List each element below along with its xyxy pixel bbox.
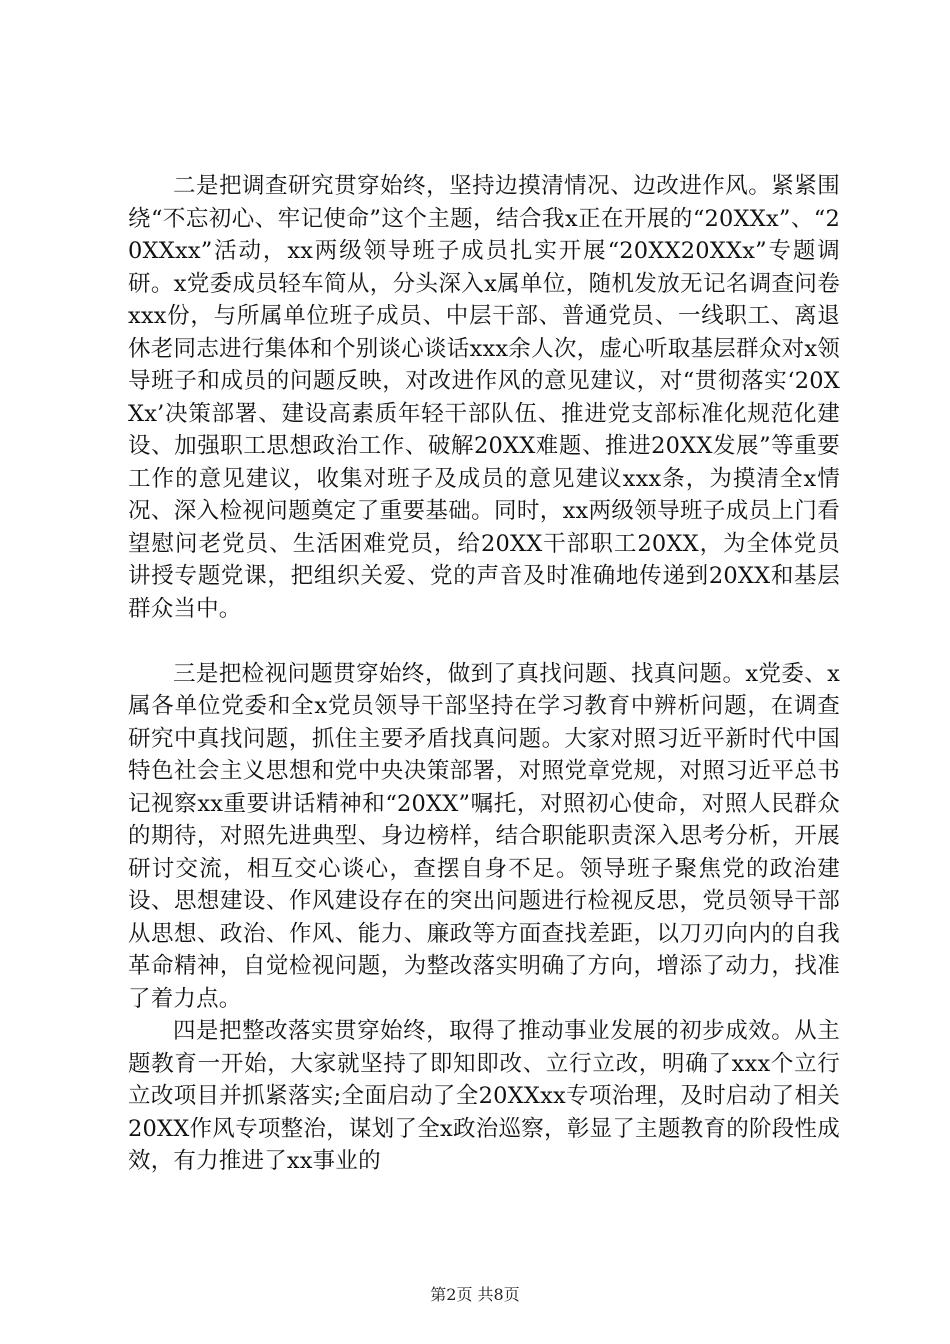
paragraph-gap [128,625,840,658]
document-body [128,170,840,1178]
paragraph-investigation: 二是把调查研究贯穿始终，坚持边摸清情况、边改进作风。紧紧围绕“不忘初心、牢记使命”这个主题，结合我x正在开展的“20XXx”、“20XXxx”活动，xx两级领导班子成员扎实开展“20XX20XXx”专题调研。x党委成员轻车简从，分头深入x属单位，随机发放无记名调查问卷xxx份，与所属单位班子成员、中层干部、普通党员、一线职工、离退休老同志进行集体和个别谈心谈话xxx余人次，虚心听取基层群众对x领导班子和成员的问题反映，对改进作风的意见建议，对“贯彻落实‘20XXx’决策部署、建设高素质年轻干部队伍、推进党支部标准化规范化建设、加强职工思想政治工作、破解20XX难题、推进20XX发展”等重要工作的意见建议，收集对班子及成员的意见建议xxx条，为摸清全x情况、深入检视问题奠定了重要基础。同时，xx两级领导班子成员上门看望慰问老党员、生活困难党员，给20XX干部职工20XX，为全体党员讲授专题党课，把组织关爱、党的声音及时准确地传递到20XX和基层群众当中。 [128,173,840,622]
paragraph-rectification: 四是把整改落实贯穿始终，取得了推动事业发展的初步成效。从主题教育一开始，大家就坚持了即知即改、立行立改，明确了xxx个立行立改项目并抓紧落实;全面启动了全20XXxx专项治理，及时启动了相关20XX作风专项整治，谋划了全x政治巡察，彰显了主题教育的阶段性成效，有力推进了xx事业的 [128,1018,840,1174]
paragraph-problem-review: 三是把检视问题贯穿始终，做到了真找问题、找真问题。x党委、x属各单位党委和全x党员领导干部坚持在学习教育中辨析问题，在调查研究中真找问题，抓住主要矛盾找真问题。大家对照习近平新时代中国特色社会主义思想和党中央决策部署，对照党章党规，对照习近平总书记视察xx重要讲话精神和“20XX”嘱托，对照初心使命，对照人民群众的期待，对照先进典型、身边榜样，结合职能职责深入思考分析，开展研讨交流，相互交心谈心，查摆自身不足。领导班子聚焦党的政治建设、思想建设、作风建设存在的突出问题进行检视反思，党员领导干部从思想、政治、作风、能力、廉政等方面查找差距，以刀刃向内的自我革命精神，自觉检视问题，为整改落实明确了方向，增添了动力，找准了着力点。 [128,660,840,1012]
page-number-footer: 第2页 共8页 [430,1285,520,1304]
